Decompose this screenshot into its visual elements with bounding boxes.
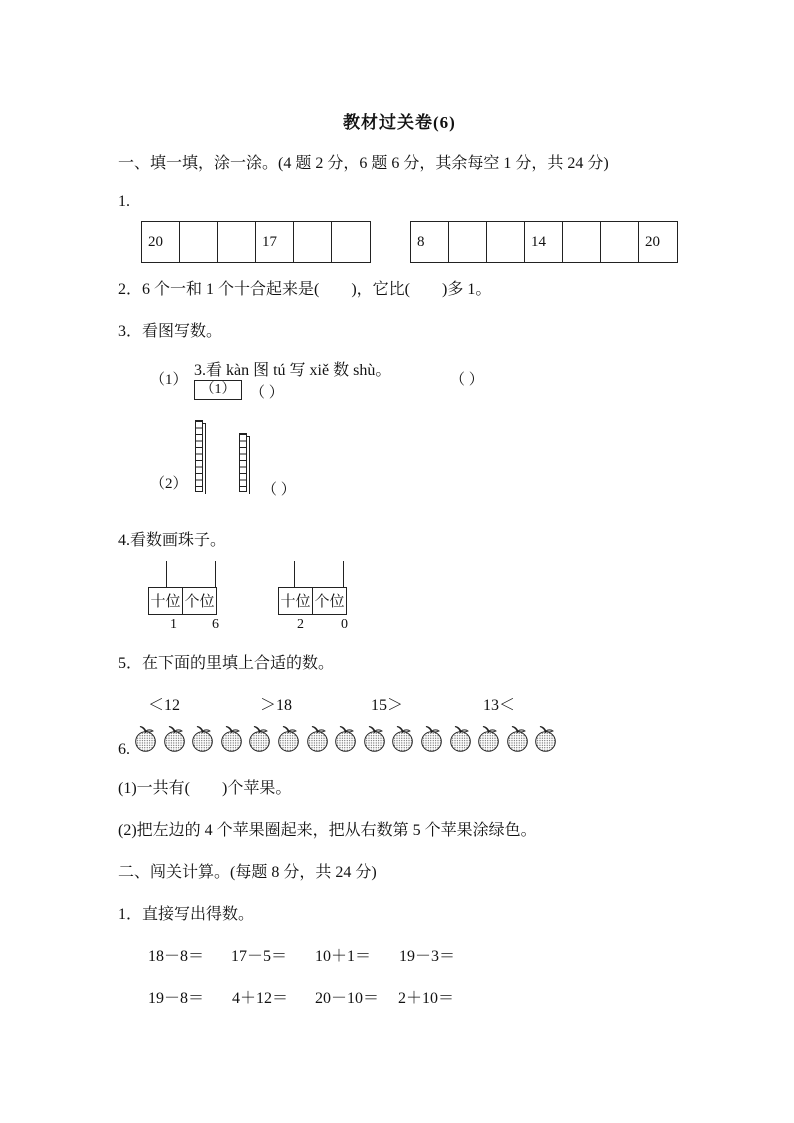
q6-label: 6. xyxy=(118,741,130,758)
calc-item: 20－10＝ xyxy=(315,990,380,1007)
apple-icon[interactable] xyxy=(134,725,157,751)
abacus-b-tens-rod xyxy=(294,561,295,587)
apple-icon[interactable] xyxy=(506,725,529,751)
apple-icon[interactable] xyxy=(220,725,243,751)
abacus-b-ones-rod xyxy=(343,561,344,587)
q3-part2-label: （2） xyxy=(150,476,188,492)
q5-item: 13＜ xyxy=(483,697,516,714)
q2-text: 2．6 个一和 1 个十合起来是( )，它比( )多 1。 xyxy=(118,281,492,298)
apple-icon[interactable] xyxy=(277,725,300,751)
apple-icon[interactable] xyxy=(334,725,357,751)
q3-text: 3．看图写数。 xyxy=(118,323,223,340)
abacus-b-ones-value: 0 xyxy=(341,617,348,632)
apple-icon[interactable] xyxy=(477,725,500,751)
abacus-b xyxy=(278,587,347,615)
calc-item: 19－8＝ xyxy=(148,990,205,1007)
abacus-b-tens-value: 2 xyxy=(297,617,304,632)
apple-icon[interactable] xyxy=(306,725,329,751)
strip-a-cell: 17 xyxy=(256,222,294,262)
number-strip-a xyxy=(141,221,371,263)
q6-sub2: (2)把左边的 4 个苹果圈起来，把从右数第 5 个苹果涂绿色。 xyxy=(118,822,537,839)
ten-rod-1 xyxy=(195,420,203,492)
calc-item: 4＋12＝ xyxy=(232,990,289,1007)
q3-part1-box: （1） xyxy=(194,380,242,400)
q5-item: ＞18 xyxy=(260,697,293,714)
strip-a-cell[interactable] xyxy=(332,222,370,262)
apple-icon[interactable] xyxy=(420,725,443,751)
calc-item: 17－5＝ xyxy=(231,948,288,965)
abacus-a-ones-rod xyxy=(215,561,216,587)
calc-item: 18－8＝ xyxy=(148,948,205,965)
apple-row xyxy=(134,725,563,751)
abacus-a-ones-label: 个位 xyxy=(184,592,215,610)
number-strip-b xyxy=(410,221,678,263)
abacus-b-ones-label: 个位 xyxy=(314,592,345,610)
apple-icon[interactable] xyxy=(363,725,386,751)
apple-icon[interactable] xyxy=(391,725,414,751)
calc-item: 10＋1＝ xyxy=(315,948,372,965)
q6-sub1: (1)一共有( )个苹果。 xyxy=(118,780,292,797)
section1-heading: 一、填一填，涂一涂。(4 题 2 分，6 题 6 分，其余每空 1 分，共 24 分) xyxy=(118,155,609,172)
q1-label: 1. xyxy=(118,193,130,210)
q3-part1-answer-paren-right[interactable]: （ ） xyxy=(450,372,484,388)
q5-item: ＜12 xyxy=(148,697,181,714)
strip-a-cell: 20 xyxy=(142,222,180,262)
strip-b-cell: 8 xyxy=(411,222,449,262)
abacus-a-tens-label: 十位 xyxy=(149,588,183,614)
strip-b-cell[interactable] xyxy=(449,222,487,262)
strip-a-cell[interactable] xyxy=(294,222,332,262)
q3-part2-answer-paren[interactable]: （ ） xyxy=(262,482,296,498)
strip-b-cell[interactable] xyxy=(563,222,601,262)
strip-a-cell[interactable] xyxy=(218,222,256,262)
calc-item: 2＋10＝ xyxy=(398,990,455,1007)
q5-text: 5．在下面的里填上合适的数。 xyxy=(118,655,335,672)
apple-icon[interactable] xyxy=(248,725,271,751)
strip-b-cell[interactable] xyxy=(601,222,639,262)
strip-b-cell: 14 xyxy=(525,222,563,262)
q5-item: 15＞ xyxy=(371,697,404,714)
strip-a-cell[interactable] xyxy=(180,222,218,262)
apple-icon[interactable] xyxy=(449,725,472,751)
ten-rod-2 xyxy=(239,433,247,492)
abacus-b-tens-label: 十位 xyxy=(279,588,313,614)
section2-heading: 二、闯关计算。(每题 8 分，共 24 分) xyxy=(118,864,377,881)
abacus-a xyxy=(148,587,217,615)
page-title: 教材过关卷(6) xyxy=(343,113,456,132)
calc-item: 19－3＝ xyxy=(399,948,456,965)
strip-b-cell: 20 xyxy=(645,234,660,250)
q4-text: 4.看数画珠子。 xyxy=(118,532,227,549)
s2-q1-text: 1．直接写出得数。 xyxy=(118,906,255,923)
apple-icon[interactable] xyxy=(191,725,214,751)
apple-icon[interactable] xyxy=(163,725,186,751)
abacus-a-tens-value: 1 xyxy=(170,617,177,632)
q3-part1-label: （1） xyxy=(150,372,188,388)
q3-part1-answer-paren[interactable]: （ ） xyxy=(250,385,284,401)
apple-icon[interactable] xyxy=(534,725,557,751)
q3-part1-caption: 3.看 kàn 图 tú 写 xiě 数 shù。 xyxy=(194,362,392,379)
abacus-a-tens-rod xyxy=(166,561,167,587)
abacus-a-ones-value: 6 xyxy=(212,617,219,632)
strip-b-cell[interactable] xyxy=(487,222,525,262)
